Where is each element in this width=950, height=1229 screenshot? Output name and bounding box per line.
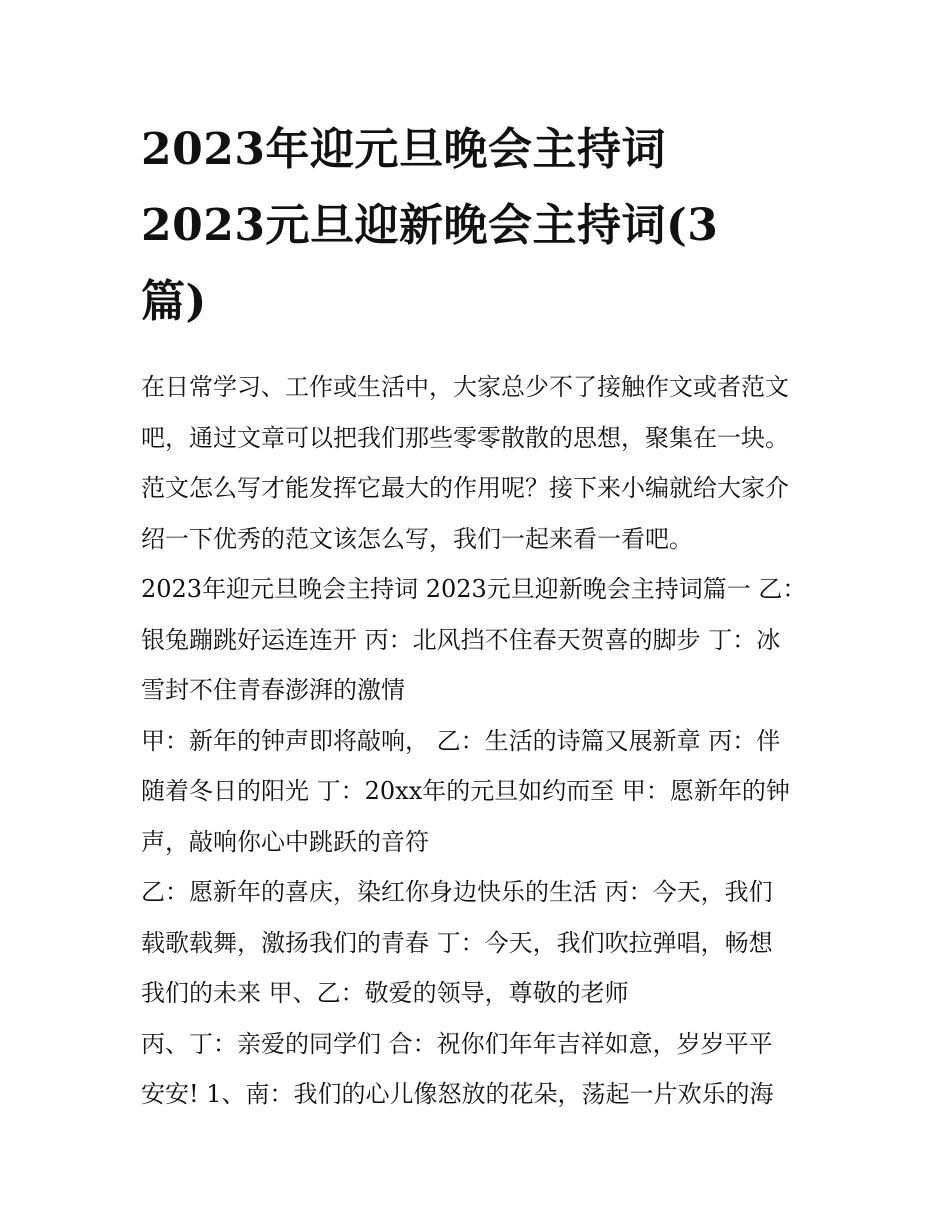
- intro-paragraph: [141, 362, 821, 564]
- title-line: 篇): [141, 276, 207, 327]
- script-paragraph: [141, 716, 821, 868]
- text-line: 载歌载舞，激扬我们的青春 丁：今天，我们吹拉弹唱，畅想: [141, 928, 773, 957]
- text-line: 2023年迎元旦晚会主持词 2023元旦迎新晚会主持词篇一 乙：: [141, 575, 807, 603]
- text-line: 吧，通过文章可以把我们那些零零散散的思想，聚集在一块。: [141, 423, 789, 452]
- text-line: 声，敲响你心中跳跃的音符: [141, 827, 429, 856]
- text-line: 雪封不住青春澎湃的激情: [141, 676, 405, 704]
- text-line: 随着冬日的阳光 丁：20xx年的元旦如约而至 甲：愿新年的钟: [141, 777, 790, 805]
- text-line: 甲：新年的钟声即将敲响， 乙：生活的诗篇又展新章 丙：伴: [141, 726, 781, 755]
- script-paragraph: [141, 1019, 821, 1120]
- title-line: 2023年迎元旦晚会主持词: [141, 124, 666, 175]
- document-body: [141, 362, 821, 1120]
- text-line: 安安! 1、南：我们的心儿像怒放的花朵，荡起一片欢乐的海: [141, 1080, 774, 1108]
- text-line: 乙：愿新年的喜庆，染红你身边快乐的生活 丙：今天，我们: [141, 878, 773, 906]
- document-title: [141, 112, 821, 340]
- text-line: 我们的未来 甲、乙：敬爱的领导，尊敬的老师: [141, 979, 629, 1007]
- title-line: 2023元旦迎新晚会主持词(3: [141, 200, 719, 251]
- document-page: [141, 112, 821, 1120]
- text-line: 银兔蹦跳好运连连开 丙：北风挡不住春天贺喜的脚步 丁：冰: [141, 625, 781, 654]
- text-line: 范文怎么写才能发挥它最大的作用呢？接下来小编就给大家介: [141, 474, 789, 502]
- text-line: 绍一下优秀的范文该怎么写，我们一起来看一看吧。: [141, 524, 693, 553]
- text-line: 丙、丁：亲爱的同学们 合：祝你们年年吉祥如意，岁岁平平: [141, 1029, 773, 1058]
- script-paragraph: [141, 867, 821, 1019]
- text-line: 在日常学习、工作或生活中，大家总少不了接触作文或者范文: [141, 373, 789, 401]
- script-paragraph: [141, 564, 821, 716]
